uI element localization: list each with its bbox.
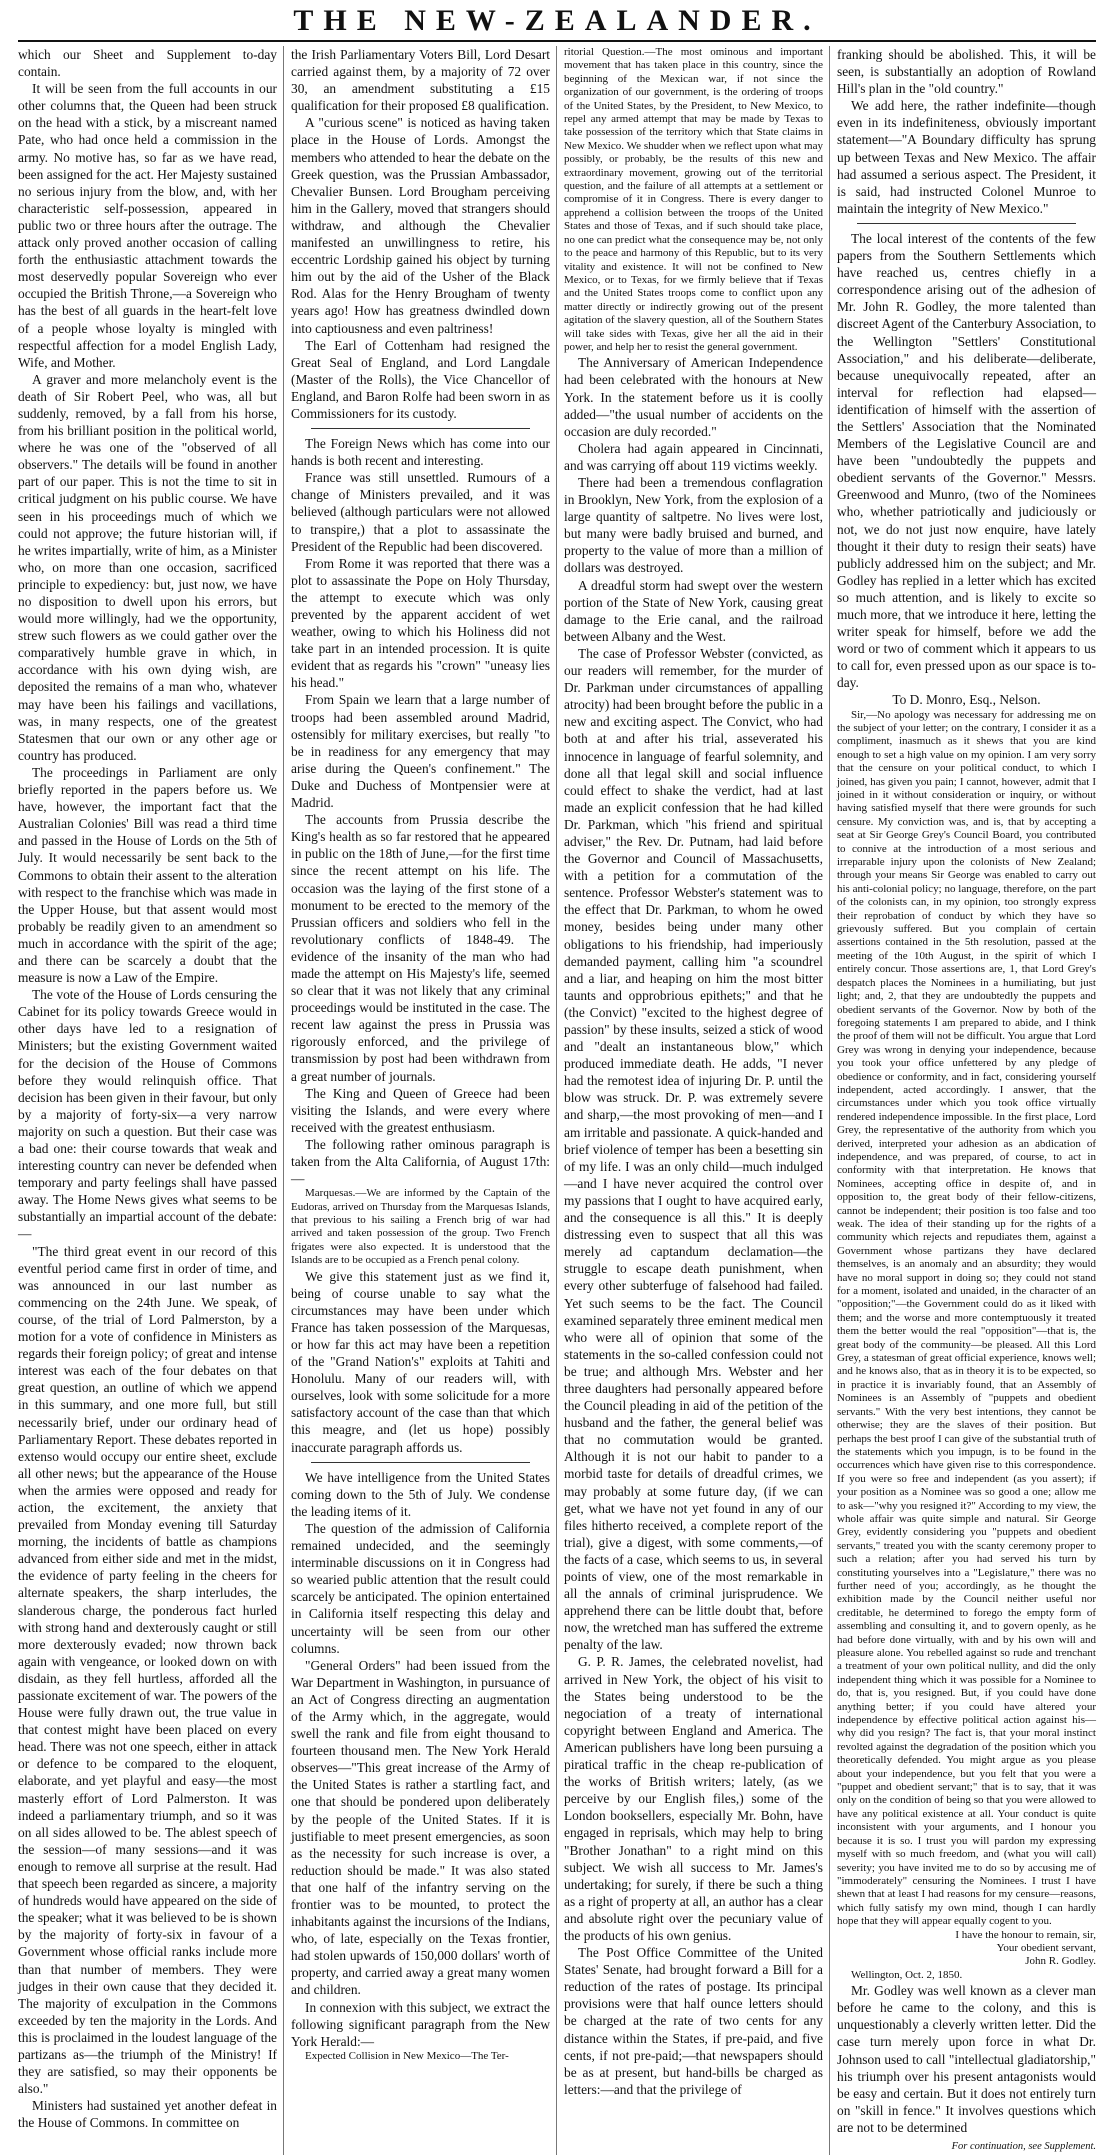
paragraph: franking should be abolished. This, it will be seen, is substantially an adoption of Rowland Hill's plan in the "old country." — [837, 47, 1096, 97]
paragraph: Ministers had sustained yet another defeat in the House of Commons. In committee on — [18, 2098, 277, 2131]
paragraph: From Rome it was reported that there was a plot to assassinate the Pope on Holy Thursday, the attempt to execute which was only prevented by the apparent accident of wet weather, owing to which his Holiness did not take part in an intended procession. It is quite evident that as regards his "crown" "uneasy lies his head." — [291, 555, 550, 691]
letter-date: Wellington, Oct. 2, 1850. — [851, 1968, 963, 1981]
letter-body: Sir,—No apology was necessary for addressing me on the subject of your letter; on the contrary, I consider it as a compliment, inasmuch as it shews that you are kind enough to set a high value on my opinion. I am very sorry that the censure on your political conduct, to which I joined, has given you pain; I cannot, however, admit that I joined in it without consideration or inquiry, or without having satisfied myself that there were grounds for such censure. My conviction was, and is, that by accepting a seat at Sir George Grey's Council Board, you contributed to connive at the introduction of a most serious and irreparable injury upon the colonists of New Zealand; through your means Sir George was enabled to carry out his anti-colonial policy; no language, therefore, on the part of the colonists can, in my opinion, too strongly express their reprobation of conduct by which they have so grievously suffered. But you complain of certain assertions contained in the 5th resolution, passed at the meeting of the 10th August, in the spirit of which I entirely concur. Those assertions are, 1, that Lord Grey's despatch places the Nominees in a humiliating, but just light; and, 2, that they are undoubtedly the puppets and obedient servants of the Governor. Now by both of the foregoing statements I am prepared to abide, and I think the proof of them will not be difficult. You argue that Lord Grey was wrong in denying your independence, because you took your office unfettered by any pledge of obedience or conformity, and in fact, considering yourself independent, acted accordingly. I answer, that the circumstances under which you took office virtually rendered independence impossible. In the first place, Lord Grey, the representative of the authority from which you derived, interpreted your adhesion as an abdication of independence, and was prepared, of course, to act in conformity with that interpretation. He knows that Nominees, accepting office in despite of, and in opposition to, the great body of their fellow-citizens, cannot be independent; their position is too false and too weak. The idea of their standing up for the rights of a community which rejects and repudiates them, against a Government whose partizans they have declared themselves, is an anomaly and an absurdity; they would have no moral support in doing so; they could not stand for a moment, isolated and unaided, in the character of an "opposition;"—the Government could do as it liked with them; and the worse and more contemptuously it treated them the better would the real "opposition"—that is, the great body of the community—be pleased. All this Lord Grey, a statesman of great official experience, knows well; and he knows also, that as in theory it is to be expected, so in practice it is invariably found, that an Assembly of Nominees is an Assembly of "puppets and obedient servants." With the very best intentions, they cannot be otherwise; they are the slaves of their position. But perhaps the best proof I can give of the substantial truth of the statements which you impugn, is to be found in the occurrences which have given rise to this correspondence. If you were so free and independent (as you assert); if your position as a Nominee was so good a one; allow me to ask—"why you resigned it?" According to my view, the whole affair was quite simple and natural. Sir George Grey, evidently considering you "puppets and obedient servants," treated you with the scanty ceremony proper to such a relation; after you had served his turn by constituting yourselves into a "Legislature," there was no further need of you; accordingly, as he thought the exhibition made by the Council neither useful nor creditable, he determined to forego the empty form of assembling and consulting it, and to govern openly, as he had before done virtually, with and by his own will and pleasure alone. You rebelled against so rude and trenchant a treatment of your own political nullity, and did the only independent thing which it was possible for a Nominee to do, that is, you resigned. But, if you could have done anything better; if you could have altered your independence by effective political action against his—why did you resign? The fact is, that your moral instinct revolted against the degradation of the position which you theoretically defended. You might argue as you please about your independence, but you felt that you were a "puppet and obedient servant;" that is to say, that it was only on the condition of being so that you were allowed to have any political existence at all. Your conduct is quite inconsistent with your arguments, and I honour you because it is so. I trust you will pardon my expressing myself with so much freedom, and (what you will call) severity; you have invited me to do so by accusing me of "immoderately" censuring the Nominees. I trust I have shewn that at least I had reasons for my censure—reasons, which fully satisfy my own mind, though I can hardly hope that they will appear equally cogent to you. — [837, 708, 1096, 1928]
paragraph: The following rather ominous paragraph is taken from the Alta California, of August 17th:— — [291, 1136, 550, 1187]
continuation-note: For continuation, see Supplement. — [951, 2141, 1096, 2152]
column-4 — [837, 46, 1096, 2155]
paragraph: The Anniversary of American Independence had been celebrated with the honours at New York. In the statement before us it is coolly added—"the usual number of accidents on the occasion are duly recorded." — [564, 355, 823, 439]
paragraph: It will be seen from the full accounts in our other columns that, the Queen had been struck on the head with a stick, by a miscreant named Pate, who had once held a commission in the army. No motive has, so far as we have read, been assigned for the act. Her Majesty sustained no serious injury from the blow, and, with her characteristic self-possession, appeared in public two or three hours after the outrage. The attack only proved another occasion of calling forth the enthusiastic attachment towards the most deservedly popular Sovereign who ever occupied the British Throne,—a Sovereign who has the best of all guards in the heart-felt love of a people whose loyalty is mingled with respectful affection for a model English Lady, Wife, and Mother. — [18, 81, 277, 370]
paragraph: In connexion with this subject, we extract the following significant paragraph from the New York Herald:— — [291, 1999, 550, 2049]
paragraph: The question of the admission of California remained undecided, and the seemingly interminable discussions on it in Congress had so wearied public attention that the result could scarcely be anticipated. The opinion entertained in California itself respecting this delay and uncertainty will be seen from our other columns. — [291, 1520, 550, 1656]
paragraph: The vote of the House of Lords censuring the Cabinet for its policy towards Greece would in other days have led to a resignation of Ministers; but the existing Government waited for the decision of the House of Commons before they would relinquish office. That decision has been given in their favour, but only by a majority of forty-six—a very narrow majority on such a question. But their case was a bad one: their course towards that weak and interesting country can never be defended when temporary and party feelings shall have passed away. The Home News gives what seems to be substantially an impartial account of the debate:— — [18, 987, 277, 1242]
paragraph: From Spain we learn that a large number of troops had been assembled around Madrid, ostensibly for military exercises, but really "to be in readiness for any emergency that may arise during the Queen's confinement." The Duke and Duchess of Montpensier were at Madrid. — [291, 692, 550, 811]
letter-signature: John R. Godley. — [1025, 1955, 1096, 1968]
section-divider — [311, 428, 530, 429]
quoted-extract: Marquesas.—We are informed by the Captain of the Eudoras, arrived on Thursday from the Marquesas Islands, that previous to his sailing a French brig of war had arrived and taken possession of the group. Two French frigates were also expected. It is understood that the Islands are to be occupied as a French penal colony. — [291, 1187, 550, 1267]
paragraph: Mr. Godley was well known as a clever man before he came to the colony, and this is unquestionably a cleverly written letter. Did the case turn merely upon force in what Dr. Johnson used to call "intellectual gladiatorship," his triumph over his present antagonists would be easy and certain. But it does not entirely turn on "skill in fence." It involves questions which are not to be determined — [837, 1983, 1096, 2135]
paragraph: The accounts from Prussia describe the King's health as so far restored that he appeared in public on the 18th of June,—for the first time since the recent attempt on his life. The occasion was the laying of the first stone of a monument to be erected to the memory of the Prussian officers and soldiers who fell in the revolutionary conflicts of 1848-49. The evidence of the insanity of the man who had made the attempt on His Majesty's life, seemed so clear that it was not likely that any criminal proceedings would be instituted in the case. The recent law against the press in Prussia was rigorously enforced, and the privilege of transmission by post had been withdrawn from a great number of journals. — [291, 812, 550, 1084]
paragraph: A dreadful storm had swept over the western portion of the State of New York, causing great damage to the Erie canal, and the railroad between Albany and the West. — [564, 577, 823, 644]
column-2 — [291, 46, 550, 2155]
quoted-extract: Expected Collision in New Mexico—The Ter- — [305, 2049, 509, 2062]
masthead-rule — [18, 40, 1096, 42]
column-1 — [18, 46, 277, 2155]
newspaper-page — [0, 4, 1114, 2152]
paragraph: We add here, the rather indefinite—though even in its indefiniteness, obviously important statement—"A Boundary difficulty has sprung up between Texas and New Mexico. The affair had assumed a serious aspect. The President, it is said, had instructed Colonel Munroe to maintain the integrity of New Mexico." — [837, 98, 1096, 216]
quoted-extract: ritorial Question.—The most ominous and important movement that has taken place in this country, since the beginning of the Mexican war, if not since the organization of our government, is the ordering of troops of the United States, by the President, to New Mexico, to repel any armed attempt that may be made by Texas to take possession of the territory which that State claims in New Mexico. We shudder when we reflect upon what may possibly, or probably, be the results of this new and extraordinary movement, growing out of the territorial question, and the failure of all attempts at a settlement or compromise of it in Congress. There is every danger to apprehend a collision between the troops of the United States and those of Texas, and if such should take place, no one can predict what the consequence may be, not only to the peace and harmony of this Republic, but to its very vitality and existence. It will not be confined to New Mexico, or to Texas, for we firmly believe that if Texas and the United States troops come to conflict upon any matter directly or indirectly growing out of the present agitation of the slavery question, all of the Southern States will take sides with Texas, give her all the aid in their power, and help her to resist the general government. — [564, 46, 823, 353]
section-divider — [857, 223, 1076, 224]
paragraph: Cholera had again appeared in Cincinnati, and was carrying off about 119 victims weekly. — [564, 440, 823, 473]
paragraph: A graver and more melancholy event is the death of Sir Robert Peel, who was, all but suddenly, removed, by a fall from his horse, from his brilliant position in the political world, where he was one of the "observed of all observers." The details will be found in another part of our paper. This is not the time to sit in critical judgment on his public course. We have seen in his proceedings much of which we could not approve; the future historian will, if he writes impartially, write of him, as a Minister who, on more than one occasion, sacrificed principle to expediency: but, just now, we have no disposition to dwell upon his errors, but would more willingly, had we the opportunity, strew such flowers as we could gather over the comparatively humble grave in which, in accordance with his own dying wish, are deposited the remains of a man who, whatever may have been his failings and vacillations, was, in many respects, one of the greatest Statesmen that our own or any other age or country has produced. — [18, 371, 277, 763]
masthead: THE NEW-ZEALANDER. — [293, 4, 821, 37]
paragraph: which our Sheet and Supplement to-day contain. — [18, 47, 277, 80]
paragraph: We have intelligence from the United States coming down to the 5th of July. We condense the leading items of it. — [291, 1469, 550, 1519]
paragraph: There had been a tremendous conflagration in Brooklyn, New York, from the explosion of a large quantity of saltpetre. No lives were lost, but many were badly bruised and burned, and property to the value of more than a million of dollars was destroyed. — [564, 475, 823, 576]
columns — [18, 46, 1096, 2152]
letter-addressee: To D. Monro, Esq., Nelson. — [892, 692, 1041, 708]
paragraph: The proceedings in Parliament are only briefly reported in the papers before us. We have, however, the important fact that the Australian Colonies' Bill was read a third time and passed in the House of Lords on the 5th of July. It would necessarily be sent back to the Commons to obtain their assent to the alteration with respect to the franchise which was made in the Upper House, but that assent would most probably be readily given to an amendment so much in accordance with the spirit of the age; and there can be scarcely a doubt that the measure is now a Law of the Empire. — [18, 764, 277, 986]
paragraph: We give this statement just as we find it, being of course unable to say what the circumstances may have been under which France has taken possession of the Marquesas, or how far this act may have been a repetition of the "Grand Nation's" exploits at Tahiti and Honolulu. Many of our readers will, with ourselves, look with some solicitude for a more satisfactory account of the case than that which this meagre, and (let us hope) possibly inaccurate paragraph affords us. — [291, 1268, 550, 1455]
column-3 — [564, 46, 823, 2155]
paragraph: The case of Professor Webster (convicted, as our readers will remember, for the murder of Dr. Parkman under circumstances of appalling atrocity) had been brought before the public in a new and exciting aspect. The Convict, who had both at and after his trial, asseverated his innocence in language of fearful solemnity, and done all that legal skill and social influence could effect to shake the verdict, had at last made an explicit confession that he had killed Dr. Parkman, which "his friend and spiritual adviser," the Rev. Dr. Putnam, had laid before the Governor and Council of Massachusetts, with a petition for a commutation of the sentence. Professor Webster's statement was to the effect that Dr. Parkman, to whom he owed money, besides being under many other obligations to his friendship, had imperiously demanded payment, calling him "a scoundrel and a liar, and heaping on him the most bitter taunts and opprobrious epithets;" and that he (the Convict) "excited to the highest degree of passion" by these insults, seized a stick of wood and "dealt an instantaneous blow," which produced immediate death. He adds, "I never had the remotest idea of injuring Dr. P. until the blow was struck. Dr. P. was extremely severe and sharp,—the most provoking of men—and I am irritable and passionate. A quick-handed and brief violence of temper has been a besetting sin of my life. I was an only child—much indulged—and I have never acquired the control over my passions that I ought to have acquired early, and the consequence is all this." It is deeply distressing even to suspect that all this was merely ad captandum declamation—the struggle to escape death punishment, when every other subterfuge of falsehood had failed. Yet such seems to be the fact. The Council examined separately three eminent medical men who were all of opinion that some of the statements in the so-called confession could not be true; and although Mrs. Webster and her three daughters had personally appeared before the Council pleading in aid of the petition of the husband and the father, the general belief was that no commutation would be granted. Although it is not our habit to pander to a morbid taste for details of dreadful crimes, we may probably at some future day, (if we can get, what we have not yet found in any of our files hitherto received, a complete report of the trial), give a digest, with some comments,—of the facts of a case, which seems to us, in several points of view, one of the most remarkable in all the annals of criminal jurisprudence. We apprehend there can be little doubt that, before now, the wretched man has suffered the extreme penalty of the law. — [564, 645, 823, 1653]
paragraph: "General Orders" had been issued from the War Department in Washington, in pursuance of an Act of Congress directing an augmentation of the Army which, in the aggregate, would swell the rank and file from eight thousand to fourteen thousand men. The New York Herald observes—"This great increase of the Army of the United States is rather a startling fact, and one that should be pondered upon deliberately by the people of the United States. If it is justifiable to meet present emergencies, as soon as the necessity for such increase is over, a reduction should be made." It was also stated that one half of the infantry serving on the frontier was to be mounted, to protect the inhabitants against the incursions of the Indians, who, of late, especially on the Texas frontier, had stolen upwards of 150,000 dollars' worth of property, and carried away a great many women and children. — [291, 1657, 550, 1998]
paragraph: A "curious scene" is noticed as having taken place in the House of Lords. Amongst the members who attended to hear the debate on the Greek question, was the Prussian Ambassador, Chevalier Bunsen. Lord Brougham perceiving him in the Gallery, moved that strangers should withdraw, and although the Chevalier manifested an unwillingness to retire, his eccentric Lordship gained his object by turning him out by the aid of the Usher of the Black Rod. Alas for the Henry Brougham of twenty years ago! How has greatness dwindled down into captiousness and even paltriness! — [291, 115, 550, 336]
paragraph: The local interest of the contents of the few papers from the Southern Settlements which have reached us, centres chiefly in a correspondence arising out of the adhesion of Mr. John R. Godley, the more talented than discreet Agent of the Canterbury Association, to the Wellington "Settlers' Constitutional Association," and his deliberate—deliberate, because unequivocally repeated, after an interval for reflection had elapsed—identification of himself with the assertion of the Settlers' Association that the Nominated Members of the Legislative Council are and have been "undoubtedly the puppets and obedient servants of the Governor." Messrs. Greenwood and Munro, (two of the Nominees who, whether patriotically and judiciously or not, we do not just now enquire, have lately thought it their duty to resign their seats) have publicly addressed him on the subject; and Mr. Godley has replied in a letter which has excited so much attention, and is likely to excite so much more, that we introduce it here, letting the writer speak for himself, before we add the word or two of comment which it appears to us to call for, even pressed upon as our space is to-day. — [837, 230, 1096, 691]
paragraph: The King and Queen of Greece had been visiting the Islands, and were every where received with the greatest enthusiasm. — [291, 1085, 550, 1135]
paragraph: G. P. R. James, the celebrated novelist, had arrived in New York, the object of his visit to the States being understood to be the negociation of a treaty of international copyright between England and America. The American publishers have long been pursuing a piratical traffic in the cheap re-publication of the works of British writers; lately, (as we perceive by our English files,) some of the London booksellers, especially Mr. Bohn, have engaged in reprisals, which may help to bring "Brother Jonathan" to a right mind on this subject. We wish all success to Mr. James's undertaking; for surely, if there be such a thing as a right of property at all, an author has a clear and absolute right over the pecuniary value of the products of his own genius. — [564, 1654, 823, 1943]
section-divider — [311, 1462, 530, 1463]
letter-closing: Your obedient servant, — [996, 1941, 1096, 1954]
letter-closing: I have the honour to remain, sir, — [955, 1928, 1096, 1941]
paragraph: The Earl of Cottenham had resigned the Great Seal of England, and Lord Langdale (Master of the Rolls), the Vice Chancellor of England, and Baron Rolfe had been sworn in as Commissioners for its custody. — [291, 337, 550, 421]
paragraph: The Post Office Committee of the United States' Senate, had brought forward a Bill for a reduction of the rates of postage. Its principal provisions were that half ounce letters should be charged at the rate of two cents for any distance within the States, if pre-paid, and five cents, if not pre-paid;—that newspapers should be as at present, but hand-bills be charged as letters:—and that the privilege of — [564, 1945, 823, 2097]
paragraph: the Irish Parliamentary Voters Bill, Lord Desart carried against them, by a majority of 72 over 30, an amendment substituting a £15 qualification for their proposed £8 qualification. — [291, 47, 550, 114]
paragraph: The Foreign News which has come into our hands is both recent and interesting. — [291, 436, 550, 469]
paragraph: France was still unsettled. Rumours of a change of Ministers prevailed, and it was believed (although particulars were not allowed to transpire,) that a plot to assassinate the President of the Republic had been discovered. — [291, 470, 550, 554]
quoted-paragraph: "The third great event in our record of this eventful period came first in order of time, and was announced in our last number as commencing on the 24th June. We speak, of course, of the trial of Lord Palmerston, by a motion for a vote of confidence in Ministers as regards their foreign policy; of great and intense interest was each of the four debates on that great question, an outline of which we append in this summary, and one more full, but still necessarily brief, under our ordinary head of Parliamentary Report. These debates reported in extenso would occupy our entire sheet, exclude all other news; but the appearance of the House when the armies were opposed and ready for action, the excitement, the anxiety that prevailed from Monday evening till Saturday morning, the incidents of battle as champions advanced from either side and met in the midst, the evidence of party feeling in the cheers for alternate speakers, the sharp interludes, the slanderous charge, the ponderous fact hurled with strong hand and dexterously caught or still more dexterously evaded; now thrown back again with vengeance, or looked down on with disdain, as they fell hurtless, afforded all the passionate excitement of war. The powers of the House were fully drawn out, the true value in that contest might have been placed on every head. There was not one speech, either in attack or defence to be compared to the eloquent, elaborate, and yet playful and easy—the most masterly effort of Lord Palmerston. It was indeed a parliamentary triumph, and so it was on all sides allowed to be. The ablest speech of the session—of many sessions—and it was enough to remove all surprise at the result. Had that speech been regarded as sincere, a majority of hundreds would have appeared on the side of the speaker; what it was believed to be is shown by the majority of forty-six in favour of a Government whose official ranks include more than that number of members. They were judges in their own cause that they decided it. The majority of exculpation in the Commons exceeded by ten the majority in the Lords. And this is proclaimed in the loudest language of the partizans as—the triumph of the Ministry! If they are satisfied, so may their opponents be also." — [18, 1243, 277, 2097]
